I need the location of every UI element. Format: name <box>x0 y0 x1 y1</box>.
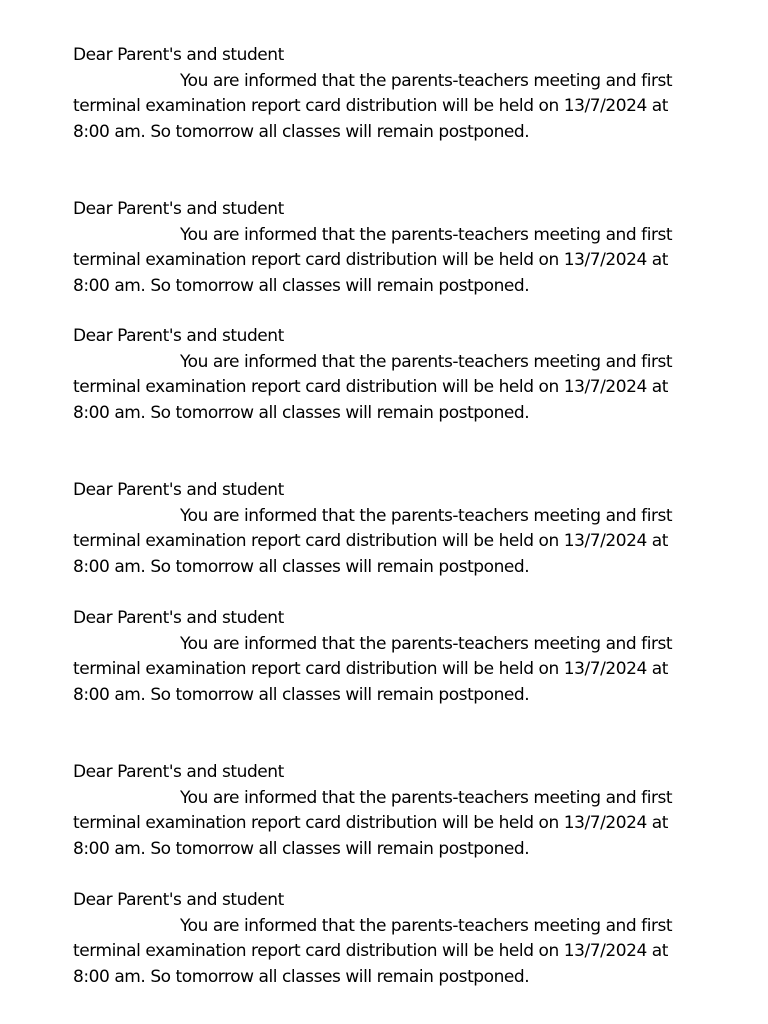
notice-body-line: 8:00 am. So tomorrow all classes will remain postponed. <box>73 684 530 705</box>
notice-block <box>73 760 713 862</box>
notice-body-line: terminal examination report card distribution will be held on 13/7/2024 at <box>73 377 668 398</box>
notice-block <box>73 197 713 299</box>
notice-body-line: 8:00 am. So tomorrow all classes will remain postponed. <box>73 402 530 423</box>
notice-block <box>73 478 713 580</box>
notice-salutation: Dear Parent's and student <box>73 608 284 628</box>
notice-body-line: terminal examination report card distribution will be held on 13/7/2024 at <box>73 659 668 680</box>
notice-salutation: Dear Parent's and student <box>73 199 284 219</box>
notice-salutation: Dear Parent's and student <box>73 762 284 782</box>
notice-salutation: Dear Parent's and student <box>73 480 284 500</box>
notice-body-line: 8:00 am. So tomorrow all classes will remain postponed. <box>73 966 530 987</box>
notice-body-line: terminal examination report card distribution will be held on 13/7/2024 at <box>73 813 668 834</box>
notice-block <box>73 324 713 426</box>
notice-body-line: terminal examination report card distribution will be held on 13/7/2024 at <box>73 96 668 117</box>
notice-body-line: terminal examination report card distribution will be held on 13/7/2024 at <box>73 531 668 552</box>
notice-body-line: You are informed that the parents-teachers meeting and first <box>180 70 673 91</box>
notice-block <box>73 43 713 145</box>
notice-body-line: 8:00 am. So tomorrow all classes will remain postponed. <box>73 275 530 296</box>
notice-salutation: Dear Parent's and student <box>73 326 284 346</box>
notice-block <box>73 606 713 708</box>
notice-body-line: You are informed that the parents-teachers meeting and first <box>180 787 673 808</box>
notice-body-line: 8:00 am. So tomorrow all classes will remain postponed. <box>73 121 530 142</box>
notice-body-line: 8:00 am. So tomorrow all classes will remain postponed. <box>73 556 530 577</box>
notice-body-line: You are informed that the parents-teachers meeting and first <box>180 505 673 526</box>
notice-block <box>73 888 713 990</box>
notice-body-line: You are informed that the parents-teachers meeting and first <box>180 351 673 372</box>
notice-body-line: terminal examination report card distribution will be held on 13/7/2024 at <box>73 250 668 271</box>
notice-salutation: Dear Parent's and student <box>73 890 284 910</box>
notice-body-line: You are informed that the parents-teachers meeting and first <box>180 915 673 936</box>
notice-body-line: terminal examination report card distribution will be held on 13/7/2024 at <box>73 941 668 962</box>
notice-body-line: You are informed that the parents-teachers meeting and first <box>180 224 673 245</box>
notice-body-line: 8:00 am. So tomorrow all classes will remain postponed. <box>73 838 530 859</box>
notice-salutation: Dear Parent's and student <box>73 45 284 65</box>
notice-body-line: You are informed that the parents-teachers meeting and first <box>180 633 673 654</box>
